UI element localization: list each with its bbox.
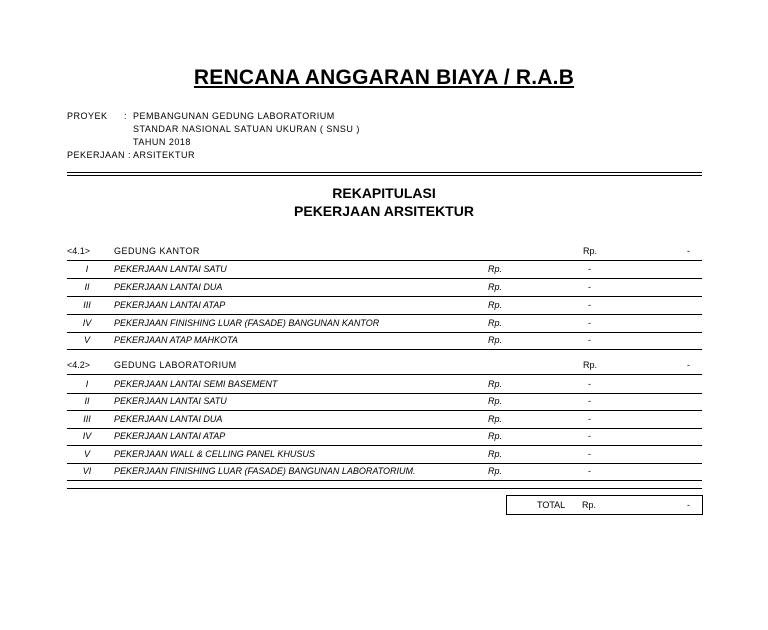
item-description: PEKERJAAN FINISHING LUAR (FASADE) BANGUNAN KANTOR (114, 318, 380, 328)
header-rule-top (67, 172, 702, 173)
proyek-separator: : (124, 111, 128, 121)
proyek-label: PROYEK (67, 111, 108, 121)
header-rule-bottom (67, 175, 702, 176)
item-description: PEKERJAAN ATAP MAHKOTA (114, 335, 238, 345)
item-row (67, 393, 702, 411)
item-number: VI (82, 466, 92, 476)
pekerjaan-value: ARSITEKTUR (133, 150, 196, 160)
item-row (67, 463, 702, 481)
item-currency: Rp. (488, 431, 503, 441)
item-amount: - (588, 335, 591, 345)
proyek-line-1: PEMBANGUNAN GEDUNG LABORATORIUM (133, 111, 335, 121)
section-code: <4.1> (67, 246, 91, 256)
item-number: II (84, 282, 90, 292)
item-currency: Rp. (488, 282, 503, 292)
rekap-subtitle: PEKERJAAN ARSITEKTUR (294, 203, 474, 219)
item-amount: - (588, 282, 591, 292)
section-amount: - (687, 246, 690, 256)
item-number: IV (82, 318, 92, 328)
section-header-row (67, 243, 702, 261)
item-row (67, 428, 702, 446)
item-currency: Rp. (488, 264, 503, 274)
section-name: GEDUNG LABORATORIUM (114, 360, 237, 370)
rekap-title: REKAPITULASI (332, 185, 436, 201)
section-amount: - (687, 360, 690, 370)
item-currency: Rp. (488, 379, 503, 389)
section-header-row (67, 357, 702, 375)
item-description: PEKERJAAN LANTAI ATAP (114, 431, 226, 441)
item-number: I (85, 264, 89, 274)
item-description: PEKERJAAN LANTAI DUA (114, 282, 223, 292)
item-amount: - (588, 431, 591, 441)
item-row (67, 446, 702, 464)
item-row (67, 261, 702, 279)
item-row (67, 411, 702, 429)
item-number: II (84, 396, 90, 406)
section-currency: Rp. (583, 360, 598, 370)
item-description: PEKERJAAN LANTAI ATAP (114, 300, 226, 310)
item-row (67, 315, 702, 333)
item-amount: - (588, 379, 591, 389)
item-description: PEKERJAAN WALL & CELLING PANEL KHUSUS (114, 449, 315, 459)
item-description: PEKERJAAN LANTAI SATU (114, 264, 227, 274)
total-currency: Rp. (582, 500, 597, 510)
item-amount: - (588, 466, 591, 476)
item-row (67, 279, 702, 297)
item-currency: Rp. (488, 466, 503, 476)
item-currency: Rp. (488, 414, 503, 424)
item-description: PEKERJAAN LANTAI SEMI BASEMENT (114, 379, 278, 389)
item-number: V (83, 335, 90, 345)
item-number: III (83, 414, 91, 424)
proyek-line-2: STANDAR NASIONAL SATUAN UKURAN ( SNSU ) (133, 124, 360, 134)
pekerjaan-label: PEKERJAAN : (67, 150, 132, 160)
item-description: PEKERJAAN LANTAI SATU (114, 396, 227, 406)
item-description: PEKERJAAN FINISHING LUAR (FASADE) BANGUNAN LABORATORIUM. (114, 466, 416, 476)
section-name: GEDUNG KANTOR (114, 246, 200, 256)
item-amount: - (588, 414, 591, 424)
section-currency: Rp. (583, 246, 598, 256)
item-amount: - (588, 264, 591, 274)
table-end-rule (67, 488, 702, 489)
item-row (67, 297, 702, 315)
item-description: PEKERJAAN LANTAI DUA (114, 414, 223, 424)
item-amount: - (588, 300, 591, 310)
item-number: V (83, 449, 90, 459)
proyek-line-3: TAHUN 2018 (133, 137, 191, 147)
item-amount: - (588, 396, 591, 406)
item-row (67, 376, 702, 394)
item-amount: - (588, 449, 591, 459)
total-amount: - (687, 500, 690, 510)
item-currency: Rp. (488, 318, 503, 328)
item-currency: Rp. (488, 335, 503, 345)
item-currency: Rp. (488, 449, 503, 459)
total-box (506, 495, 703, 515)
item-currency: Rp. (488, 300, 503, 310)
item-currency: Rp. (488, 396, 503, 406)
section-code: <4.2> (67, 360, 91, 370)
item-number: I (85, 379, 89, 389)
item-number: IV (82, 431, 92, 441)
document-title: RENCANA ANGGARAN BIAYA / R.A.B (193, 66, 575, 89)
item-amount: - (588, 318, 591, 328)
total-label: TOTAL (537, 500, 566, 510)
item-row (67, 332, 702, 350)
item-number: III (83, 300, 91, 310)
